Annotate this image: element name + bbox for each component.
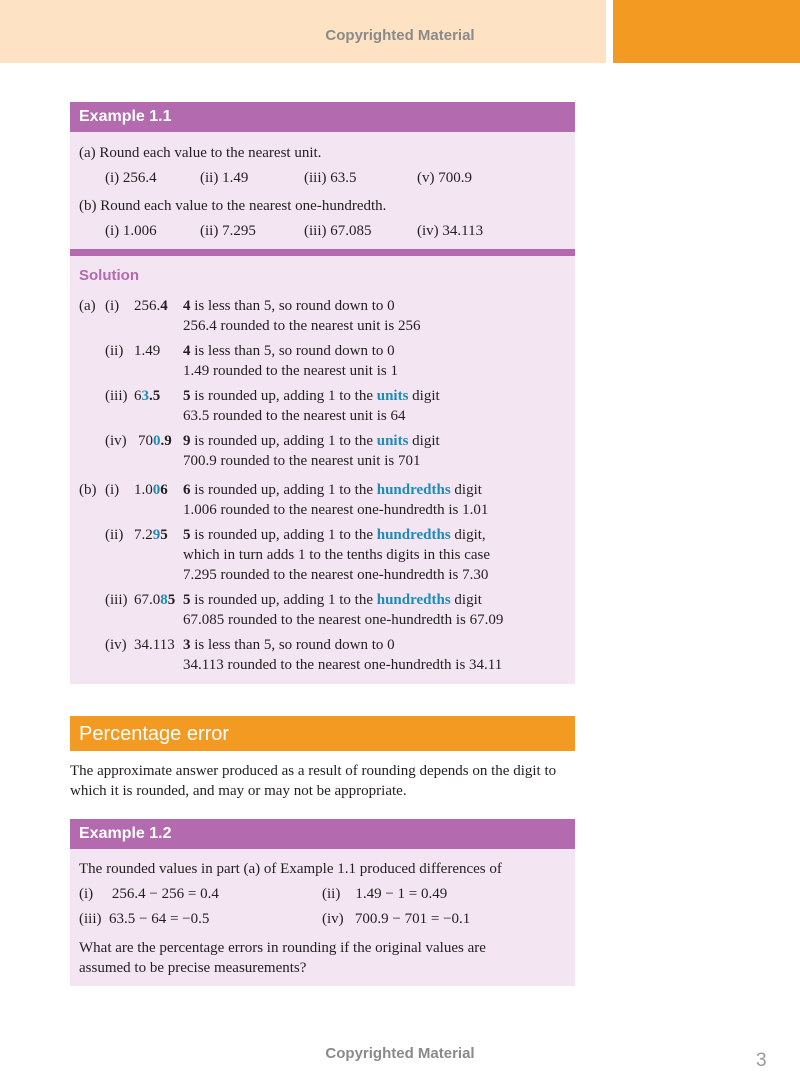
example-1-2-item: (iv) 700.9 − 701 = −0.1 — [322, 911, 471, 927]
solution-row-result: 63.5 rounded to the nearest unit is 64 — [183, 408, 406, 424]
solution-row-value: 63.5 — [134, 388, 161, 404]
footer-copyright: Copyrighted Material — [325, 1045, 475, 1062]
b-item-3: (iii) 67.085 — [304, 223, 372, 239]
solution-row-result: 700.9 rounded to the nearest unit is 701 — [183, 453, 421, 469]
example-1-2-header: Example 1.2 — [70, 819, 575, 849]
solution-row-label: (ii) — [105, 527, 124, 543]
solution-row-label: (i) — [105, 298, 120, 314]
solution-rule — [70, 249, 575, 256]
solution-row-explanation: 4 is less than 5, so round down to 0 — [183, 343, 395, 359]
section-paragraph: The approximate answer produced as a result of rounding depends on the digit to which it is rounded, and may or may not be appropriate. — [70, 763, 557, 799]
a-item-1: (i) 256.4 — [105, 170, 157, 186]
solution-row-label: (ii) — [105, 343, 124, 359]
solution-row-label: (iii) — [105, 592, 128, 608]
solution-part-b-label: (b) — [79, 482, 97, 498]
solution-title: Solution — [79, 267, 139, 284]
example-1-2-item: (ii) 1.49 − 1 = 0.49 — [322, 886, 448, 902]
b-item-4: (iv) 34.113 — [417, 223, 484, 239]
solution-row-label: (iii) — [105, 388, 128, 404]
a-item-2: (ii) 1.49 — [200, 170, 249, 186]
solution-row-result: 1.49 rounded to the nearest unit is 1 — [183, 363, 398, 379]
solution-row-explanation: 5 is rounded up, adding 1 to the units digit — [183, 388, 440, 404]
solution-row-label: (i) — [105, 482, 120, 498]
a-item-3: (iii) 63.5 — [304, 170, 357, 186]
solution-row-label: (iv) — [105, 433, 127, 449]
solution-row-result: 34.113 rounded to the nearest one-hundredth is 34.11 — [183, 657, 503, 673]
example-1-2-item: (i) 256.4 − 256 = 0.4 — [79, 886, 219, 902]
example-1-1-part-b: (b) Round each value to the nearest one-hundredth. — [79, 198, 387, 214]
example-1-2-intro: The rounded values in part (a) of Example 1.1 produced differences of — [79, 861, 502, 877]
solution-row-explanation: 9 is rounded up, adding 1 to the units digit — [183, 433, 440, 449]
solution-row-note: which in turn adds 1 to the tenths digits in this case — [183, 547, 491, 563]
example-1-1-header: Example 1.1 — [70, 102, 575, 132]
example-1-1-part-a: (a) Round each value to the nearest unit. — [79, 145, 322, 161]
solution-row-value: 256.4 — [134, 298, 168, 314]
page-number: 3 — [756, 1050, 767, 1071]
solution-row-label: (iv) — [105, 637, 127, 653]
section-heading-percentage-error: Percentage error — [70, 716, 575, 751]
solution-row-result: 67.085 rounded to the nearest one-hundredth is 67.09 — [183, 612, 504, 628]
solution-row-value: 7.295 — [134, 527, 168, 543]
example-1-2-item: (iii) 63.5 − 64 = −0.5 — [79, 911, 210, 927]
solution-row-value: 34.113 — [134, 637, 175, 653]
solution-row-explanation: 3 is less than 5, so round down to 0 — [183, 637, 395, 653]
solution-part-a-label: (a) — [79, 298, 96, 314]
solution-row-explanation: 5 is rounded up, adding 1 to the hundredths digit, — [183, 527, 486, 543]
a-item-4: (v) 700.9 — [417, 170, 472, 186]
solution-row-value: 67.085 — [134, 592, 176, 608]
solution-row-value: 1.49 — [134, 343, 161, 359]
example-1-2-question: What are the percentage errors in rounding if the original values are assumed to be precise measurements? — [79, 940, 486, 976]
b-item-1: (i) 1.006 — [105, 223, 157, 239]
solution-row-explanation: 6 is rounded up, adding 1 to the hundredths digit — [183, 482, 482, 498]
solution-row-explanation: 5 is rounded up, adding 1 to the hundredths digit — [183, 592, 482, 608]
b-item-2: (ii) 7.295 — [200, 223, 256, 239]
solution-row-explanation: 4 is less than 5, so round down to 0 — [183, 298, 395, 314]
solution-row-result: 1.006 rounded to the nearest one-hundredth is 1.01 — [183, 502, 489, 518]
solution-row-value: 1.006 — [134, 482, 168, 498]
solution-row-result: 7.295 rounded to the nearest one-hundredth is 7.30 — [183, 567, 489, 583]
solution-row-value: 700.9 — [138, 433, 172, 449]
header-copyright: Copyrighted Material — [325, 27, 475, 44]
solution-row-result: 256.4 rounded to the nearest unit is 256 — [183, 318, 421, 334]
